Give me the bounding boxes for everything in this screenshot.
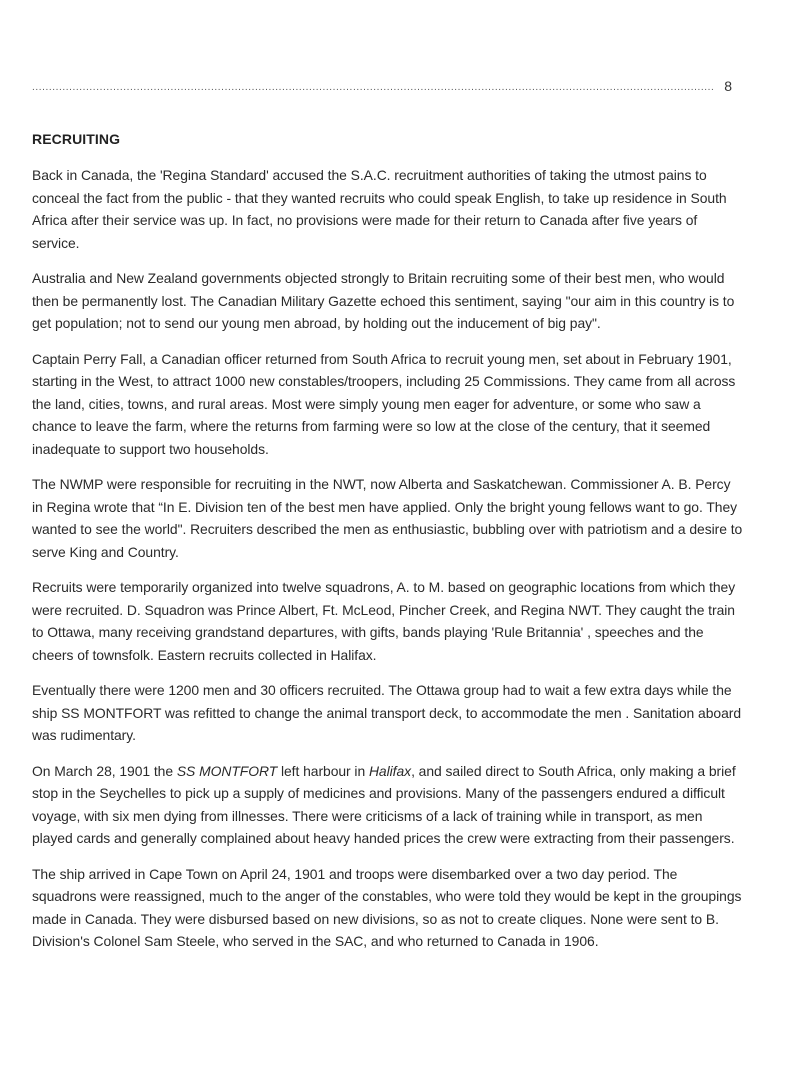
voyage-text-pre: On March 28, 1901 the bbox=[32, 762, 177, 779]
paragraph: Australia and New Zealand governments objected strongly to Britain recruiting some of their best men, who would then be permanently lost. The Canadian Military Gazette echoed this sentiment, saying "our aim in this country is to get population; not to send our young men abroad, by holding out the inducement of big pay". bbox=[32, 270, 735, 331]
section-title: RECRUITING bbox=[32, 131, 121, 147]
paragraph: Back in Canada, the 'Regina Standard' accused the S.A.C. recruitment authorities of taking the utmost pains to conceal the fact from the public - that they wanted recruits who could speak English, to take up residence in South Africa after their service was up. In fact, no provisions were made for their return to Canada after five years of service. bbox=[32, 167, 727, 251]
voyage-text-post: , and sailed direct to South Africa, only making a brief stop in the Seychelles to pick up a supply of medicines and provisions. Many of the passengers endured a difficult voyage, with six men dying from illnesses. There were criticisms of a lack of training while in transport, as men played cards and generally complained about heavy handed prices the crew were extracting from their passengers. bbox=[32, 762, 736, 846]
ship-name: SS MONTFORT bbox=[176, 762, 278, 779]
place-name: Halifax bbox=[368, 762, 412, 779]
paragraph: Captain Perry Fall, a Canadian officer returned from South Africa to recruit young men, set about in February 1901, starting in the West, to attract 1000 new constables/troopers, including 25 Commissions. They came from all across the land, cities, towns, and rural areas. Most were simply young men eager for adventure, or some who saw a chance to leave the farm, where the returns from farming were so low at the close of the century, that it seemed inadequate to support two households. bbox=[32, 350, 736, 457]
voyage-text-mid: left harbour in bbox=[277, 762, 369, 779]
page-header bbox=[32, 77, 732, 95]
dotted-leader: .......................................................................................................................................................................................................... bbox=[32, 82, 715, 93]
paragraph-voyage bbox=[32, 760, 744, 850]
page-number: 8 bbox=[724, 78, 732, 94]
paragraph: Eventually there were 1200 men and 30 officers recruited. The Ottawa group had to wait a few extra days while the ship SS MONTFORT was refitted to change the animal transport deck, to accommodate the men . Sanitation aboard was rudimentary. bbox=[32, 682, 741, 743]
document-body bbox=[32, 131, 744, 966]
paragraph: The NWMP were responsible for recruiting in the NWT, now Alberta and Saskatchewan. Commissioner A. B. Percy in Regina wrote that “In E. Division ten of the best men have applied. Only the bright young fellows want to go. They wanted to see the world". Recruiters described the men as enthusiastic, bubbling over with patriotism and a desire to serve King and Country. bbox=[32, 476, 743, 560]
paragraph: Recruits were temporarily organized into twelve squadrons, A. to M. based on geographic locations from which they were recruited. D. Squadron was Prince Albert, Ft. McLeod, Pincher Creek, and Regina NWT. They caught the train to Ottawa, many receiving grandstand departures, with gifts, bands playing 'Rule Britannia' , speeches and the cheers of townsfolk. Eastern recruits collected in Halifax. bbox=[32, 579, 736, 663]
paragraph: The ship arrived in Cape Town on April 24, 1901 and troops were disembarked over a two day period. The squadrons were reassigned, much to the anger of the constables, who were told they would be kept in the groupings made in Canada. They were disbursed based on new divisions, so as not to create cliques. None were sent to B. Division's Colonel Sam Steele, who served in the SAC, and who returned to Canada in 1906. bbox=[32, 865, 742, 949]
